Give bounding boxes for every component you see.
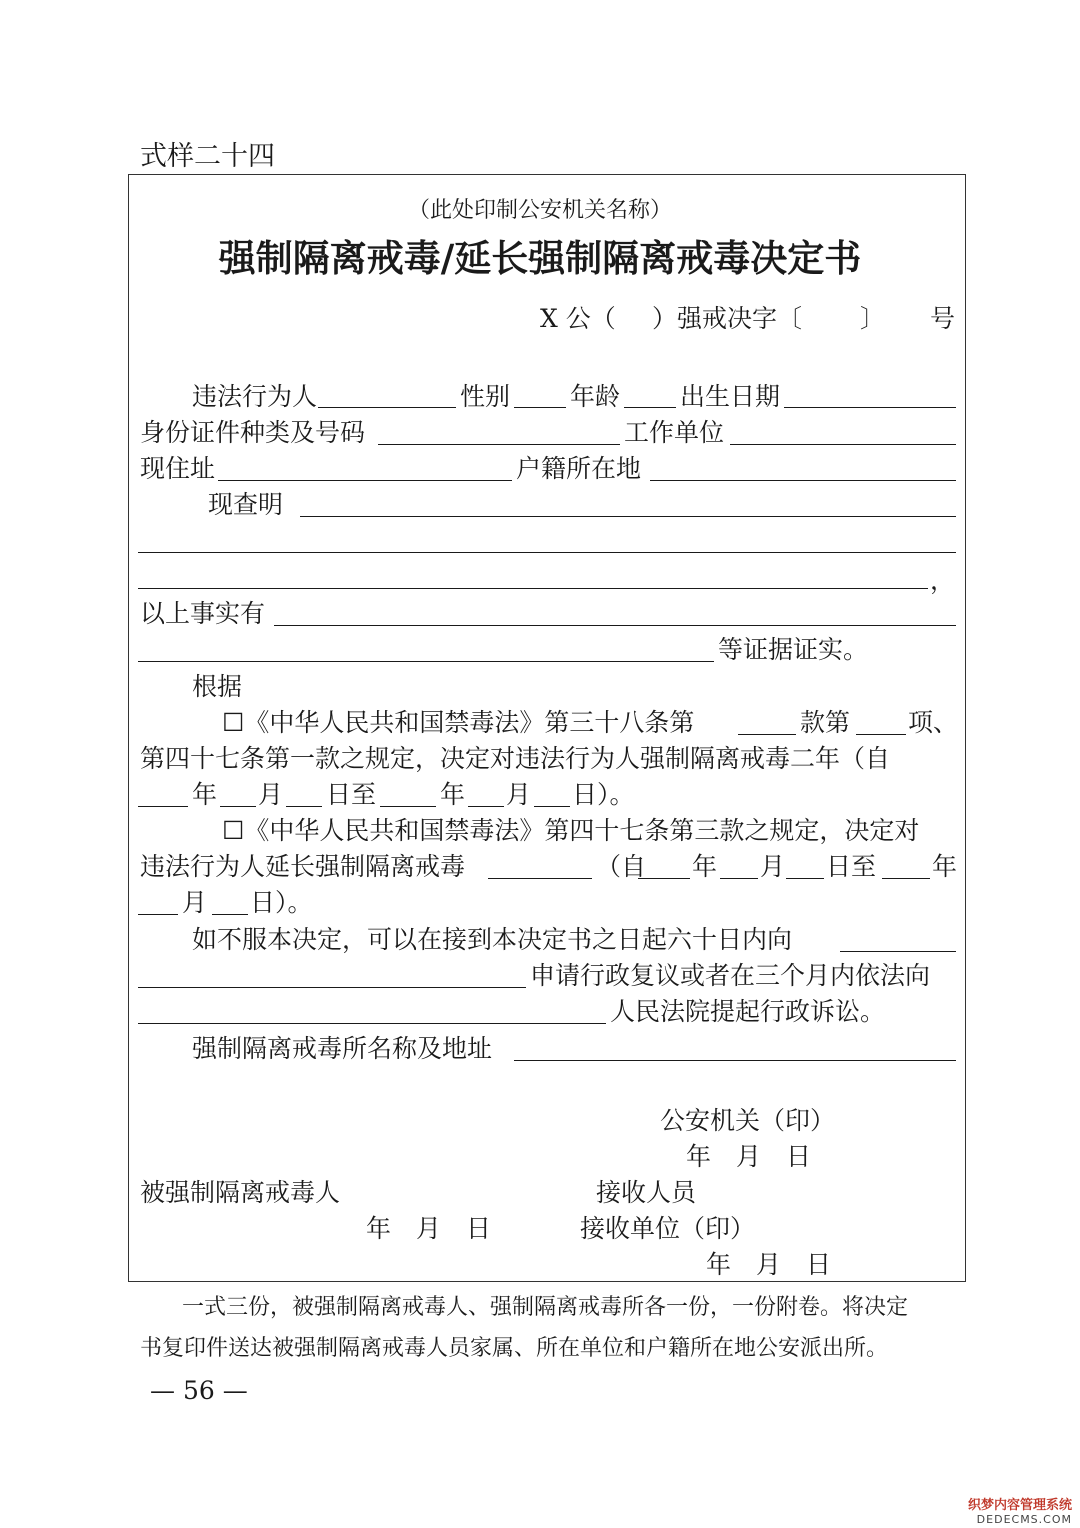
appeal-line2: 申请行政复议或者在三个月内依法向	[530, 961, 931, 990]
doc-number-suffix: 号	[930, 304, 956, 333]
birth-date-label: 出生日期	[680, 382, 781, 411]
footnote-line2: 书复印件送达被强制隔离戒毒人员家属、所在单位和户籍所在地公安派出所。	[140, 1336, 889, 1361]
option-1-end-month[interactable]	[468, 806, 504, 807]
household-label: 户籍所在地	[516, 454, 642, 483]
investigation-label: 现查明	[208, 490, 284, 519]
work-unit-field[interactable]	[730, 444, 956, 445]
police-seal: 公安机关（印）	[660, 1106, 836, 1135]
age-field[interactable]	[624, 407, 676, 408]
facts-field-1[interactable]	[274, 625, 956, 626]
option-1-day-to: 日至	[326, 780, 377, 809]
option-1-start-day[interactable]	[286, 806, 322, 807]
option-2-text-b: （自	[596, 852, 647, 881]
offender-label: 违法行为人	[192, 382, 318, 411]
option-2-text-a: 违法行为人延长强制隔离戒毒	[140, 852, 466, 881]
basis-label: 根据	[192, 672, 243, 701]
investigation-field-3[interactable]	[138, 588, 928, 589]
option-2-start-day[interactable]	[786, 878, 824, 879]
option-2-month-label-2: 月	[182, 888, 208, 917]
detainee-date: 年 月 日	[366, 1214, 492, 1243]
address-label: 现住址	[140, 454, 216, 483]
option-1-end-year[interactable]	[380, 806, 436, 807]
agency-note: （此处印制公安机关名称）	[407, 198, 672, 223]
footnote-line1: 一式三份，被强制隔离戒毒人、强制隔离戒毒所各一份，一份附卷。将决定	[182, 1295, 909, 1320]
investigation-comma: ，	[930, 566, 956, 595]
watermark	[968, 1494, 1072, 1526]
gender-field[interactable]	[514, 407, 566, 408]
receiving-unit-seal: 接收单位（印）	[580, 1214, 756, 1243]
facts-field-2[interactable]	[138, 661, 714, 662]
watermark-en: DEDECMS.COM	[976, 1513, 1072, 1526]
option-2-year-label: 年	[692, 852, 718, 881]
address-field[interactable]	[218, 480, 512, 481]
gender-label: 性别	[460, 382, 511, 411]
option-2-end-day[interactable]	[212, 914, 248, 915]
detainee-signature: 被强制隔离戒毒人	[140, 1178, 341, 1207]
option-1-text-c: 项、	[908, 708, 959, 737]
birth-date-field[interactable]	[784, 407, 956, 408]
option-1-end-day[interactable]	[534, 806, 570, 807]
option-1-start-year[interactable]	[138, 806, 188, 807]
work-unit-label: 工作单位	[624, 418, 725, 447]
receiver-signature: 接收人员	[596, 1178, 697, 1207]
household-field[interactable]	[650, 480, 956, 481]
option-1-line2: 第四十七条第一款之规定，决定对违法行为人强制隔离戒毒二年（自	[140, 744, 891, 773]
option-1-month-label-2: 月	[506, 780, 532, 809]
option-1-text-b: 款第	[800, 708, 851, 737]
option-2-duration-field[interactable]	[488, 878, 592, 879]
id-field[interactable]	[378, 444, 620, 445]
offender-field[interactable]	[318, 407, 456, 408]
option-1-day-end: 日）。	[572, 780, 635, 809]
option-1-year-label-2: 年	[440, 780, 466, 809]
document-title: 强制隔离戒毒/延长强制隔离戒毒决定书	[218, 236, 862, 280]
option-2-start-month[interactable]	[720, 878, 758, 879]
age-label: 年龄	[570, 382, 621, 411]
facility-label: 强制隔离戒毒所名称及地址	[192, 1034, 493, 1063]
appeal-review-agency-field[interactable]	[840, 951, 956, 952]
facility-field[interactable]	[514, 1060, 956, 1061]
option-1-item-field[interactable]	[856, 734, 906, 735]
doc-number-mid: ）强戒决字〔	[652, 304, 803, 333]
appeal-review-agency-field-2[interactable]	[138, 987, 526, 988]
option-2-day-end: 日）。	[250, 888, 313, 917]
page-number: — 56 —	[150, 1376, 248, 1405]
option-2-end-month[interactable]	[138, 914, 178, 915]
option-2-start-year[interactable]	[638, 878, 690, 879]
id-label: 身份证件种类及号码	[140, 418, 366, 447]
option-2-line1: ☐《中华人民共和国禁毒法》第四十七条第三款之规定，决定对	[222, 816, 920, 845]
appeal-court-field[interactable]	[138, 1023, 606, 1024]
doc-number-bracket-close: 〕	[860, 304, 886, 333]
option-1-clause-field[interactable]	[738, 734, 796, 735]
appeal-line1: 如不服本决定，可以在接到本决定书之日起六十日内向	[192, 925, 793, 954]
option-1-month-label: 月	[258, 780, 284, 809]
option-2-day-to: 日至	[826, 852, 877, 881]
evidence-label: 等证据证实。	[718, 635, 869, 664]
police-date: 年 月 日	[686, 1142, 812, 1171]
investigation-field-1[interactable]	[300, 516, 956, 517]
option-1-start-month[interactable]	[220, 806, 256, 807]
doc-number-prefix: X 公（	[540, 304, 616, 333]
unit-date: 年 月 日	[706, 1250, 832, 1279]
watermark-cn: 织梦内容管理系统	[967, 1498, 1072, 1513]
appeal-line3: 人民法院提起行政诉讼。	[610, 997, 886, 1026]
sample-label: 式样二十四	[140, 141, 275, 172]
facts-label: 以上事实有	[140, 599, 266, 628]
option-1-text-a: ☐《中华人民共和国禁毒法》第三十八条第	[222, 708, 695, 737]
investigation-field-2[interactable]	[138, 552, 956, 553]
option-2-year-label-2: 年	[932, 852, 958, 881]
option-1-year-label: 年	[192, 780, 218, 809]
option-2-end-year[interactable]	[882, 878, 930, 879]
option-2-month-label: 月	[760, 852, 786, 881]
